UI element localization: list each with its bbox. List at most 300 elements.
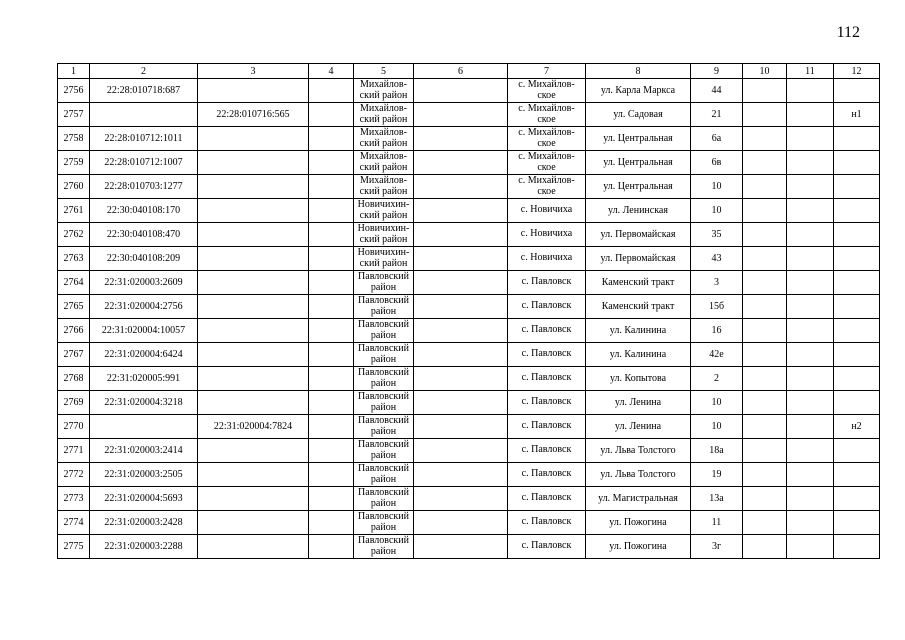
col6-cell — [414, 367, 508, 391]
cadastral-number-alt-cell — [198, 487, 309, 511]
house-number-cell: 16 — [691, 319, 743, 343]
col6-cell — [414, 415, 508, 439]
district-cell — [354, 511, 414, 535]
settlement-cell-line: с. Новичиха — [520, 252, 573, 264]
cadastral-number-alt-cell — [198, 199, 309, 223]
settlement-cell-line: ское — [537, 89, 556, 101]
col4-cell — [309, 223, 354, 247]
table-row — [58, 367, 880, 391]
district-cell-line: Михайлов- — [360, 127, 407, 138]
column-header: 11 — [787, 64, 834, 79]
col10-cell — [743, 247, 787, 271]
house-number-cell: 15б — [691, 295, 743, 319]
house-number-cell: 18а — [691, 439, 743, 463]
settlement-cell — [508, 367, 586, 391]
district-cell — [354, 535, 414, 559]
district-cell — [354, 175, 414, 199]
cadastral-number-cell: 22:31:020004:6424 — [90, 343, 198, 367]
table-row — [58, 223, 880, 247]
table-row — [58, 343, 880, 367]
settlement-cell-line: с. Новичиха — [520, 228, 573, 240]
district-cell — [354, 79, 414, 103]
district-cell-line: район — [370, 545, 397, 557]
settlement-cell — [508, 175, 586, 199]
cadastral-number-cell: 22:31:020004:2756 — [90, 295, 198, 319]
district-cell-line: район — [370, 353, 397, 365]
street-cell: ул. Центральная — [586, 175, 691, 199]
col4-cell — [309, 79, 354, 103]
district-cell-line: ский район — [359, 233, 408, 245]
house-number-cell: 6в — [691, 151, 743, 175]
house-number-cell: 35 — [691, 223, 743, 247]
col11-cell — [787, 199, 834, 223]
cadastral-number-cell: 22:31:020004:3218 — [90, 391, 198, 415]
settlement-cell-line: с. Михайлов- — [518, 103, 575, 114]
col11-cell — [787, 319, 834, 343]
district-cell — [354, 103, 414, 127]
col4-cell — [309, 247, 354, 271]
house-number-cell: 10 — [691, 175, 743, 199]
settlement-cell — [508, 223, 586, 247]
cadastral-number-alt-cell — [198, 511, 309, 535]
house-number-cell: 2 — [691, 367, 743, 391]
house-number-cell: 11 — [691, 511, 743, 535]
row-number-cell: 2771 — [58, 439, 90, 463]
house-number-cell: 10 — [691, 391, 743, 415]
cadastral-number-cell: 22:30:040108:170 — [90, 199, 198, 223]
district-cell — [354, 391, 414, 415]
district-cell — [354, 151, 414, 175]
table-row — [58, 247, 880, 271]
note-cell: н1 — [834, 103, 880, 127]
cadastral-number-alt-cell — [198, 535, 309, 559]
district-cell-line: Новичихин- — [357, 247, 410, 258]
district-cell — [354, 247, 414, 271]
cadastral-number-cell: 22:28:010703:1277 — [90, 175, 198, 199]
settlement-cell-line: с. Павловск — [521, 516, 572, 528]
note-cell — [834, 487, 880, 511]
settlement-cell-line: с. Павловск — [521, 324, 572, 336]
district-cell-line: район — [370, 473, 397, 485]
column-header: 6 — [414, 64, 508, 79]
col11-cell — [787, 103, 834, 127]
table-row — [58, 439, 880, 463]
settlement-cell-line: с. Михайлов- — [518, 175, 575, 186]
note-cell — [834, 367, 880, 391]
district-cell-line: Павловский — [358, 391, 409, 402]
col11-cell — [787, 463, 834, 487]
cadastral-number-alt-cell: 22:28:010716:565 — [198, 103, 309, 127]
col6-cell — [414, 151, 508, 175]
col11-cell — [787, 175, 834, 199]
col11-cell — [787, 343, 834, 367]
table-body — [58, 64, 880, 559]
col6-cell — [414, 319, 508, 343]
col11-cell — [787, 391, 834, 415]
col10-cell — [743, 535, 787, 559]
street-cell: ул. Магистральная — [586, 487, 691, 511]
column-header: 10 — [743, 64, 787, 79]
row-number-cell: 2766 — [58, 319, 90, 343]
col11-cell — [787, 487, 834, 511]
cadastral-number-cell: 22:28:010712:1011 — [90, 127, 198, 151]
table-row — [58, 151, 880, 175]
district-cell-line: район — [370, 329, 397, 341]
col10-cell — [743, 391, 787, 415]
col11-cell — [787, 439, 834, 463]
col10-cell — [743, 103, 787, 127]
col6-cell — [414, 343, 508, 367]
settlement-cell-line: с. Михайлов- — [518, 151, 575, 162]
header-row — [58, 64, 880, 79]
settlement-cell — [508, 103, 586, 127]
note-cell — [834, 463, 880, 487]
district-cell-line: ский район — [359, 257, 408, 269]
col11-cell — [787, 511, 834, 535]
row-number-cell: 2761 — [58, 199, 90, 223]
row-number-cell: 2760 — [58, 175, 90, 199]
col6-cell — [414, 79, 508, 103]
street-cell: ул. Садовая — [586, 103, 691, 127]
district-cell-line: Михайлов- — [360, 79, 407, 90]
cadastral-number-alt-cell — [198, 319, 309, 343]
col11-cell — [787, 151, 834, 175]
note-cell — [834, 535, 880, 559]
col4-cell — [309, 511, 354, 535]
col10-cell — [743, 223, 787, 247]
district-cell — [354, 127, 414, 151]
district-cell-line: Павловский — [358, 415, 409, 426]
col4-cell — [309, 319, 354, 343]
house-number-cell: 21 — [691, 103, 743, 127]
street-cell: ул. Ленина — [586, 415, 691, 439]
house-number-cell: 44 — [691, 79, 743, 103]
col6-cell — [414, 295, 508, 319]
settlement-cell-line: ское — [537, 137, 556, 149]
note-cell: н2 — [834, 415, 880, 439]
settlement-cell — [508, 271, 586, 295]
street-cell: ул. Льва Толстого — [586, 463, 691, 487]
row-number-cell: 2758 — [58, 127, 90, 151]
cadastral-number-alt-cell — [198, 343, 309, 367]
cadastral-number-cell: 22:31:020003:2609 — [90, 271, 198, 295]
col4-cell — [309, 367, 354, 391]
col11-cell — [787, 367, 834, 391]
settlement-cell-line: с. Павловск — [521, 300, 572, 312]
district-cell-line: Новичихин- — [357, 223, 410, 234]
column-header: 3 — [198, 64, 309, 79]
col10-cell — [743, 511, 787, 535]
col4-cell — [309, 415, 354, 439]
table-row — [58, 463, 880, 487]
column-header: 1 — [58, 64, 90, 79]
settlement-cell — [508, 319, 586, 343]
district-cell — [354, 367, 414, 391]
district-cell-line: район — [370, 401, 397, 413]
district-cell — [354, 271, 414, 295]
cadastral-number-alt-cell — [198, 367, 309, 391]
row-number-cell: 2775 — [58, 535, 90, 559]
district-cell-line: Михайлов- — [360, 175, 407, 186]
column-header: 9 — [691, 64, 743, 79]
district-cell — [354, 415, 414, 439]
district-cell-line: ский район — [359, 185, 408, 197]
settlement-cell-line: ское — [537, 185, 556, 197]
cadastral-number-cell: 22:31:020005:991 — [90, 367, 198, 391]
cadastral-number-alt-cell — [198, 151, 309, 175]
house-number-cell: 3 — [691, 271, 743, 295]
settlement-cell — [508, 487, 586, 511]
note-cell — [834, 247, 880, 271]
cadastral-number-cell: 22:31:020003:2288 — [90, 535, 198, 559]
col10-cell — [743, 271, 787, 295]
col4-cell — [309, 127, 354, 151]
row-number-cell: 2774 — [58, 511, 90, 535]
cadastral-number-cell — [90, 103, 198, 127]
settlement-cell — [508, 79, 586, 103]
settlement-cell-line: с. Новичиха — [520, 204, 573, 216]
cadastral-number-alt-cell — [198, 79, 309, 103]
col4-cell — [309, 343, 354, 367]
street-cell: ул. Пожогина — [586, 511, 691, 535]
house-number-cell: 3г — [691, 535, 743, 559]
settlement-cell — [508, 295, 586, 319]
row-number-cell: 2764 — [58, 271, 90, 295]
col6-cell — [414, 511, 508, 535]
col10-cell — [743, 487, 787, 511]
street-cell: ул. Ленинская — [586, 199, 691, 223]
district-cell — [354, 487, 414, 511]
district-cell-line: Павловский — [358, 439, 409, 450]
street-cell: ул. Копытова — [586, 367, 691, 391]
cadastral-number-alt-cell — [198, 391, 309, 415]
col4-cell — [309, 199, 354, 223]
street-cell: ул. Первомайская — [586, 247, 691, 271]
district-cell-line: ский район — [359, 137, 408, 149]
col6-cell — [414, 487, 508, 511]
district-cell-line: Михайлов- — [360, 151, 407, 162]
settlement-cell — [508, 511, 586, 535]
column-header: 8 — [586, 64, 691, 79]
col4-cell — [309, 103, 354, 127]
row-number-cell: 2756 — [58, 79, 90, 103]
note-cell — [834, 175, 880, 199]
col10-cell — [743, 439, 787, 463]
note-cell — [834, 199, 880, 223]
cadastral-number-alt-cell — [198, 247, 309, 271]
house-number-cell: 6а — [691, 127, 743, 151]
district-cell-line: ский район — [359, 113, 408, 125]
col11-cell — [787, 415, 834, 439]
table-row — [58, 199, 880, 223]
col10-cell — [743, 79, 787, 103]
settlement-cell — [508, 247, 586, 271]
registry-table — [57, 63, 880, 559]
note-cell — [834, 295, 880, 319]
cadastral-number-cell: 22:31:020003:2505 — [90, 463, 198, 487]
street-cell: Каменский тракт — [586, 271, 691, 295]
col11-cell — [787, 223, 834, 247]
note-cell — [834, 343, 880, 367]
settlement-cell — [508, 151, 586, 175]
district-cell — [354, 223, 414, 247]
row-number-cell: 2770 — [58, 415, 90, 439]
col10-cell — [743, 343, 787, 367]
district-cell-line: Павловский — [358, 511, 409, 522]
col4-cell — [309, 535, 354, 559]
col10-cell — [743, 295, 787, 319]
district-cell-line: район — [370, 281, 397, 293]
cadastral-number-cell: 22:31:020003:2414 — [90, 439, 198, 463]
col11-cell — [787, 127, 834, 151]
street-cell: ул. Пожогина — [586, 535, 691, 559]
column-header: 7 — [508, 64, 586, 79]
col4-cell — [309, 439, 354, 463]
col10-cell — [743, 175, 787, 199]
district-cell — [354, 199, 414, 223]
cadastral-number-cell: 22:31:020004:10057 — [90, 319, 198, 343]
district-cell — [354, 295, 414, 319]
district-cell-line: Новичихин- — [357, 199, 410, 210]
settlement-cell-line: ское — [537, 113, 556, 125]
house-number-cell: 19 — [691, 463, 743, 487]
column-header: 2 — [90, 64, 198, 79]
district-cell-line: Павловский — [358, 463, 409, 474]
col10-cell — [743, 463, 787, 487]
cadastral-number-alt-cell — [198, 271, 309, 295]
district-cell — [354, 439, 414, 463]
col10-cell — [743, 367, 787, 391]
col6-cell — [414, 199, 508, 223]
settlement-cell-line: ское — [537, 161, 556, 173]
note-cell — [834, 223, 880, 247]
street-cell: Каменский тракт — [586, 295, 691, 319]
col6-cell — [414, 103, 508, 127]
district-cell-line: ский район — [359, 161, 408, 173]
cadastral-number-cell: 22:30:040108:470 — [90, 223, 198, 247]
page-number: 112 — [836, 24, 860, 41]
settlement-cell-line: с. Павловск — [521, 396, 572, 408]
table-row — [58, 487, 880, 511]
table-row — [58, 319, 880, 343]
street-cell: ул. Калинина — [586, 343, 691, 367]
settlement-cell-line: с. Павловск — [521, 540, 572, 552]
row-number-cell: 2768 — [58, 367, 90, 391]
settlement-cell-line: с. Михайлов- — [518, 127, 575, 138]
row-number-cell: 2762 — [58, 223, 90, 247]
settlement-cell — [508, 439, 586, 463]
settlement-cell — [508, 199, 586, 223]
note-cell — [834, 391, 880, 415]
district-cell — [354, 463, 414, 487]
district-cell-line: Павловский — [358, 487, 409, 498]
row-number-cell: 2757 — [58, 103, 90, 127]
col4-cell — [309, 175, 354, 199]
settlement-cell — [508, 343, 586, 367]
street-cell: ул. Центральная — [586, 151, 691, 175]
column-header: 4 — [309, 64, 354, 79]
col4-cell — [309, 271, 354, 295]
column-header: 12 — [834, 64, 880, 79]
note-cell — [834, 79, 880, 103]
district-cell-line: район — [370, 377, 397, 389]
col11-cell — [787, 535, 834, 559]
settlement-cell-line: с. Павловск — [521, 444, 572, 456]
settlement-cell-line: с. Павловск — [521, 468, 572, 480]
note-cell — [834, 127, 880, 151]
cadastral-number-cell: 22:28:010712:1007 — [90, 151, 198, 175]
note-cell — [834, 151, 880, 175]
col6-cell — [414, 535, 508, 559]
col10-cell — [743, 415, 787, 439]
col10-cell — [743, 127, 787, 151]
district-cell-line: ский район — [359, 89, 408, 101]
settlement-cell-line: с. Павловск — [521, 420, 572, 432]
row-number-cell: 2765 — [58, 295, 90, 319]
col6-cell — [414, 247, 508, 271]
table-row — [58, 103, 880, 127]
settlement-cell — [508, 535, 586, 559]
col11-cell — [787, 247, 834, 271]
cadastral-number-cell: 22:31:020004:5693 — [90, 487, 198, 511]
note-cell — [834, 319, 880, 343]
house-number-cell: 10 — [691, 199, 743, 223]
settlement-cell-line: с. Павловск — [521, 492, 572, 504]
cadastral-number-alt-cell — [198, 175, 309, 199]
col6-cell — [414, 223, 508, 247]
col6-cell — [414, 439, 508, 463]
cadastral-number-alt-cell — [198, 439, 309, 463]
cadastral-number-cell: 22:30:040108:209 — [90, 247, 198, 271]
note-cell — [834, 511, 880, 535]
district-cell-line: ский район — [359, 209, 408, 221]
settlement-cell — [508, 415, 586, 439]
street-cell: ул. Калинина — [586, 319, 691, 343]
cadastral-number-alt-cell — [198, 295, 309, 319]
col6-cell — [414, 127, 508, 151]
col4-cell — [309, 151, 354, 175]
col4-cell — [309, 463, 354, 487]
col6-cell — [414, 271, 508, 295]
street-cell: ул. Льва Толстого — [586, 439, 691, 463]
cadastral-number-alt-cell: 22:31:020004:7824 — [198, 415, 309, 439]
district-cell-line: район — [370, 521, 397, 533]
house-number-cell: 10 — [691, 415, 743, 439]
district-cell-line: Павловский — [358, 535, 409, 546]
house-number-cell: 43 — [691, 247, 743, 271]
table-row — [58, 391, 880, 415]
col6-cell — [414, 175, 508, 199]
table-row — [58, 535, 880, 559]
row-number-cell: 2767 — [58, 343, 90, 367]
col10-cell — [743, 319, 787, 343]
col4-cell — [309, 391, 354, 415]
settlement-cell — [508, 391, 586, 415]
table-row — [58, 415, 880, 439]
settlement-cell-line: с. Павловск — [521, 348, 572, 360]
district-cell-line: район — [370, 449, 397, 461]
street-cell: ул. Карла Маркса — [586, 79, 691, 103]
house-number-cell: 13а — [691, 487, 743, 511]
col11-cell — [787, 295, 834, 319]
district-cell-line: район — [370, 497, 397, 509]
district-cell-line: Павловский — [358, 367, 409, 378]
col10-cell — [743, 199, 787, 223]
cadastral-number-cell — [90, 415, 198, 439]
table-row — [58, 511, 880, 535]
table-row — [58, 271, 880, 295]
district-cell-line: Павловский — [358, 319, 409, 330]
